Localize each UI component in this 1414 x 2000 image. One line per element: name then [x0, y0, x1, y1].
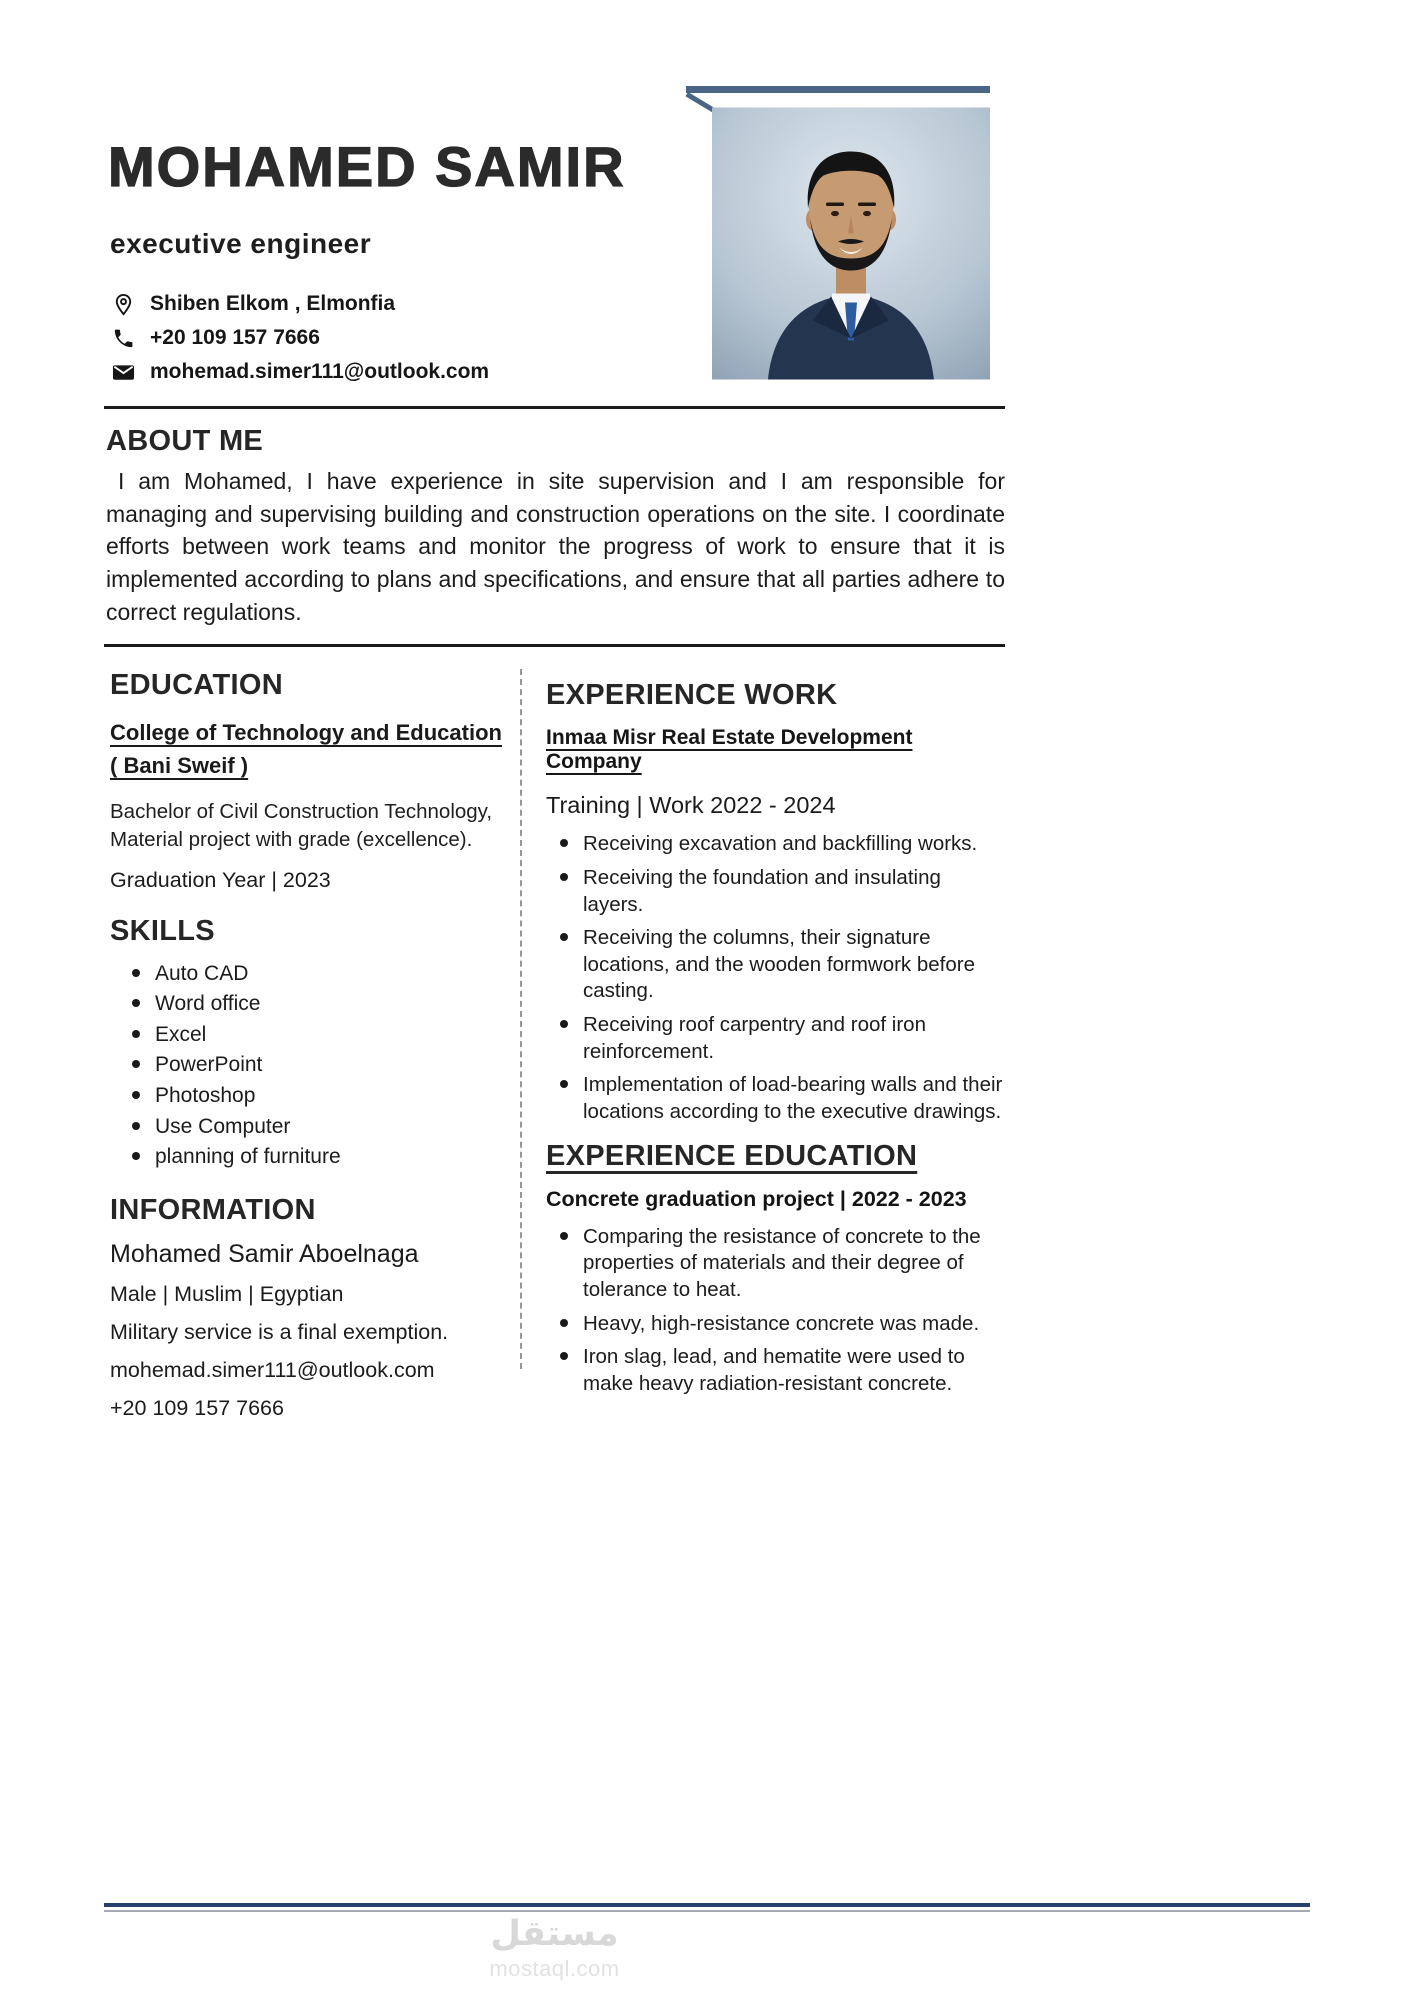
footer-divider-navy: [104, 1903, 1310, 1907]
bullet-icon: [560, 1319, 568, 1327]
bullet-icon: [560, 1232, 568, 1240]
bullet-icon: [132, 969, 140, 977]
experience-project: Concrete graduation project | 2022 - 2023: [546, 1186, 967, 1211]
bullet-icon: [132, 1060, 140, 1068]
list-item: [560, 831, 1005, 858]
experience-bullet: Comparing the resistance of concrete to the properties of materials and their degree of tolerance to heat.: [583, 1224, 981, 1301]
experience-work-heading: EXPERIENCE WORK: [546, 679, 838, 712]
watermark-domain: mostaql.com: [489, 1956, 620, 1981]
bullet-icon: [560, 1080, 568, 1088]
skill-label: Photoshop: [155, 1084, 256, 1108]
columns: [104, 669, 1005, 1421]
experience-company: Inmaa Misr Real Estate Development Company: [546, 726, 913, 774]
bullet-icon: [560, 873, 568, 881]
experience-education-heading: EXPERIENCE EDUCATION: [546, 1139, 918, 1172]
person-name: MOHAMED SAMIR: [108, 135, 626, 198]
information-phone: +20 109 157 7666: [110, 1395, 284, 1420]
header: [0, 0, 1414, 406]
experience-bullet: Heavy, high-resistance concrete was made.: [583, 1311, 980, 1335]
phone-icon: [112, 327, 135, 350]
list-item: [560, 1344, 1005, 1397]
information-demographics: Male | Muslim | Egyptian: [110, 1281, 344, 1306]
bullet-icon: [132, 1152, 140, 1160]
watermark: [104, 1914, 1005, 1982]
skill-label: Excel: [155, 1022, 207, 1046]
divider-header: [104, 406, 1005, 409]
experience-work-list: [546, 831, 1005, 1125]
list-item: [132, 961, 520, 987]
contact-email: [112, 360, 489, 384]
list-item: [132, 1052, 520, 1078]
education-school-line1: College of Technology and Education: [110, 720, 502, 746]
list-item: [560, 1311, 1005, 1338]
information-full-name: Mohamed Samir Aboelnaga: [110, 1239, 419, 1268]
list-item: [132, 1022, 520, 1048]
experience-bullet: Receiving the foundation and insulating layers.: [583, 865, 941, 916]
list-item: [560, 1224, 1005, 1304]
experience-education-list: [546, 1224, 1005, 1398]
footer-divider-gray: [104, 1910, 1310, 1912]
bullet-icon: [132, 1091, 140, 1099]
phone-text: +20 109 157 7666: [150, 326, 320, 349]
education-school: [110, 716, 520, 782]
list-item: [132, 1144, 520, 1170]
email-icon: [112, 361, 135, 384]
information-military: Military service is a final exemption.: [110, 1319, 449, 1344]
bullet-icon: [560, 839, 568, 847]
skills-list: [110, 961, 520, 1170]
information-heading: INFORMATION: [110, 1193, 316, 1226]
list-item: [560, 1072, 1005, 1125]
information-email: mohemad.simer111@outlook.com: [110, 1357, 435, 1382]
divider-about: [104, 644, 1005, 647]
list-item: [132, 1083, 520, 1109]
footer-divider: [104, 1903, 1310, 1912]
skill-label: Use Computer: [155, 1114, 291, 1138]
about-section: [106, 425, 1005, 628]
experience-bullet: Iron slag, lead, and hematite were used to make heavy radiation-resistant concrete.: [583, 1345, 965, 1395]
bullet-icon: [132, 999, 140, 1007]
education-degree: Bachelor of Civil Construction Technology, Material project with grade (excellence).: [110, 800, 493, 851]
experience-bullet: Receiving the columns, their signature locations, and the wooden formwork before casting.: [583, 926, 976, 1003]
experience-bullet: Implementation of load-bearing walls and their locations according to the executive drawings.: [583, 1073, 1003, 1124]
skill-label: planning of furniture: [155, 1145, 341, 1169]
location-text: Shiben Elkom , Elmonfia: [150, 292, 396, 315]
education-graduation: Graduation Year | 2023: [110, 867, 331, 892]
list-item: [132, 991, 520, 1017]
contact-phone: [112, 326, 489, 350]
list-item: [560, 925, 1005, 1005]
about-text: I am Mohamed, I have experience in site supervision and I am responsible for managing and supervising building and construction operations on the site. I coordinate efforts between work teams and monitor the progress of work to ensure that it is implemented according to plans and specifications, and ensure that all parties adhere to correct regulations.: [106, 468, 1005, 625]
bullet-icon: [560, 1020, 568, 1028]
right-column: [522, 669, 1005, 1404]
list-item: [560, 865, 1005, 918]
contact-location: [112, 292, 489, 316]
bullet-icon: [560, 1352, 568, 1360]
bullet-icon: [132, 1122, 140, 1130]
left-column: [104, 669, 520, 1421]
contact-list: [112, 292, 489, 384]
job-title: executive engineer: [110, 228, 372, 259]
list-item: [132, 1114, 520, 1140]
skill-label: Auto CAD: [155, 961, 249, 985]
education-heading: EDUCATION: [110, 669, 283, 702]
email-text: mohemad.simer111@outlook.com: [150, 360, 490, 383]
about-heading: ABOUT ME: [106, 425, 264, 457]
skill-label: Word office: [155, 992, 261, 1016]
profile-photo: [712, 107, 990, 380]
experience-period: Training | Work 2022 - 2024: [546, 792, 836, 819]
education-school-line2: ( Bani Sweif ): [110, 753, 249, 779]
portrait-illustration: [712, 107, 990, 380]
bullet-icon: [560, 933, 568, 941]
skill-label: PowerPoint: [155, 1053, 263, 1077]
experience-bullet: Receiving roof carpentry and roof iron reinforcement.: [583, 1013, 926, 1063]
skills-heading: SKILLS: [110, 914, 215, 947]
photo-accent-band: [686, 86, 990, 93]
bullet-icon: [132, 1030, 140, 1038]
watermark-arabic: مستقل: [490, 1914, 619, 1953]
location-icon: [112, 293, 135, 316]
experience-bullet: Receiving excavation and backfilling works.: [583, 832, 978, 856]
list-item: [560, 1012, 1005, 1065]
